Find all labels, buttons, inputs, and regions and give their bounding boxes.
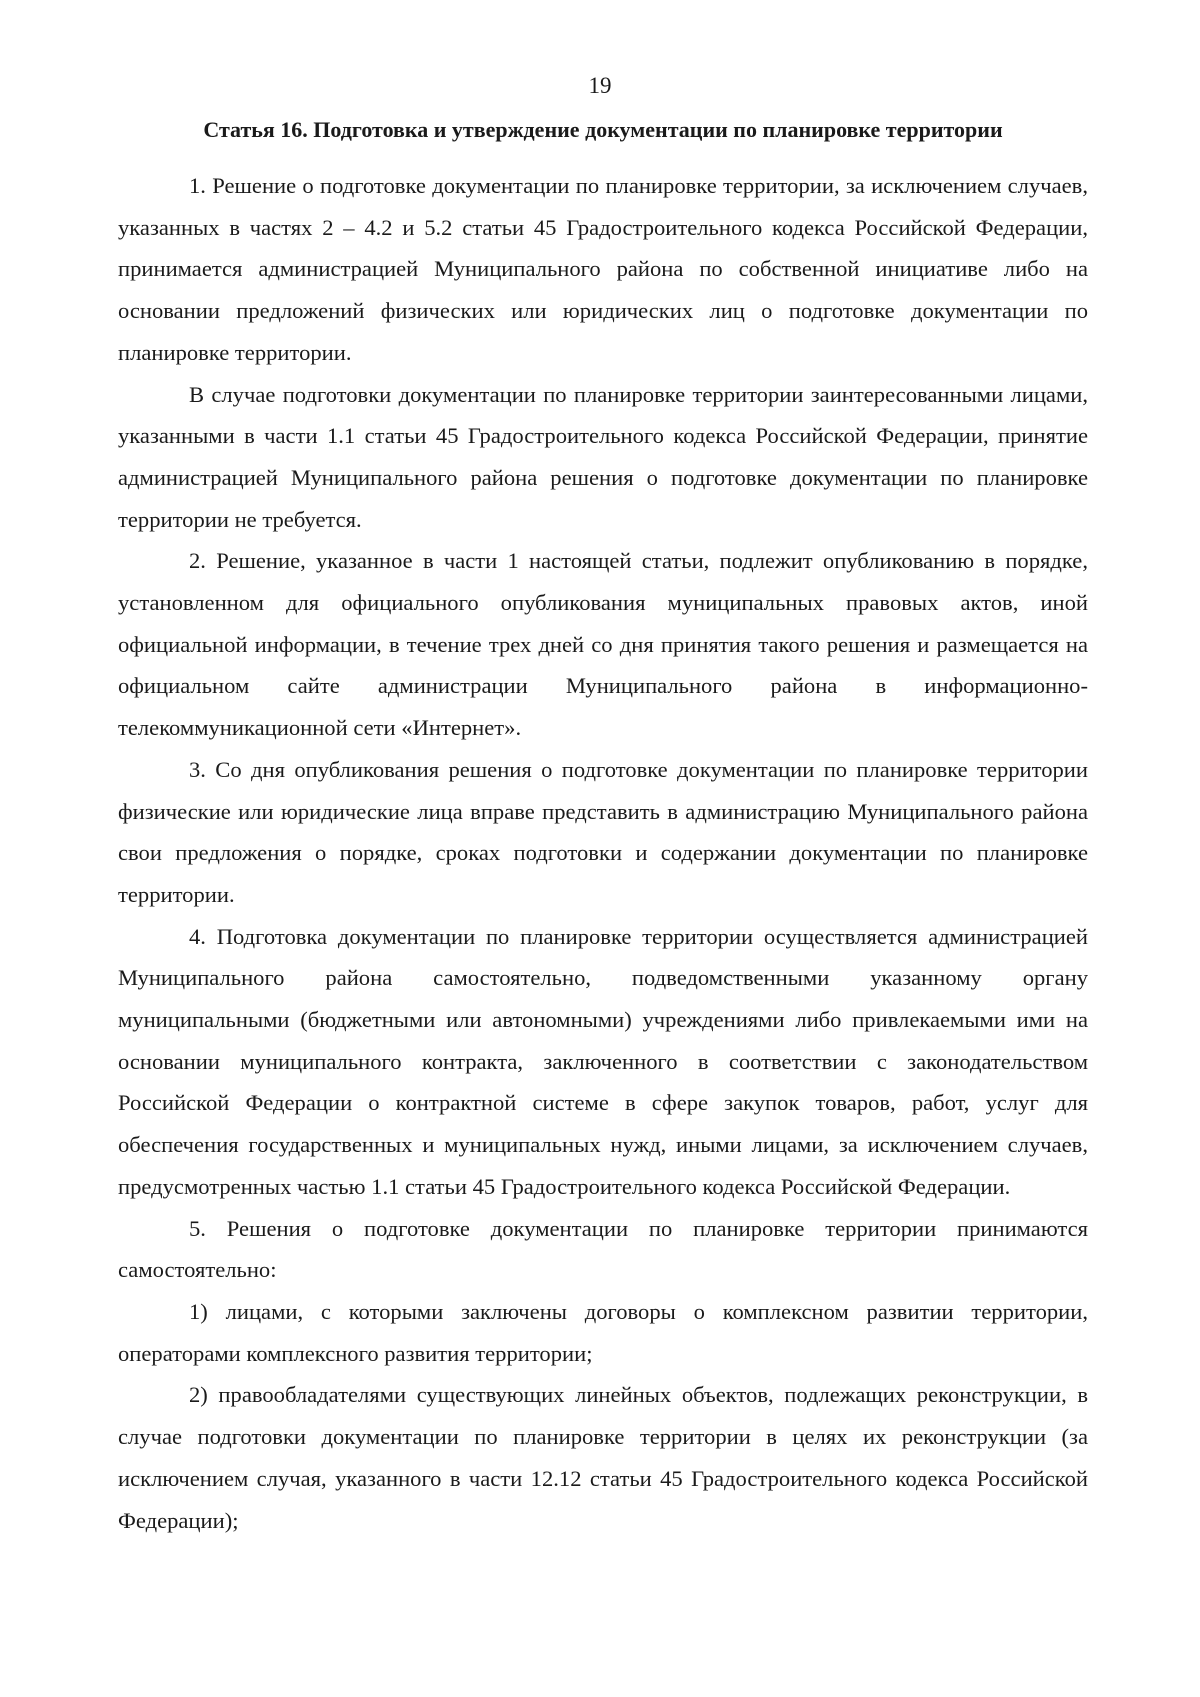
article-title: Статья 16. Подготовка и утверждение документации по планировке территории <box>203 117 1003 142</box>
document-body <box>118 165 1088 1541</box>
paragraph-part-1: 1. Решение о подготовке документации по планировке территории, за исключением случаев, указанных в частях 2 – 4.2 и 5.2 статьи 45 Градостроительного кодекса Российской Федерации, принимается администрацией Муниципального района по собственной инициативе либо на основании предложений физических или юридических лиц о подготовке документации по планировке территории. <box>118 173 1088 365</box>
paragraph-part-5-item-1: 1) лицами, с которыми заключены договоры о комплексном развитии территории, операторами комплексного развития территории; <box>118 1298 1088 1366</box>
paragraph-part-5: 5. Решения о подготовке документации по планировке территории принимаются самостоятельно: <box>118 1215 1088 1283</box>
page-number: 19 <box>588 73 612 98</box>
paragraph-part-3: 3. Со дня опубликования решения о подготовке документации по планировке территории физические или юридические лица вправе представить в администрацию Муниципального района свои предложения о порядке, сроках подготовки и содержании документации по планировке территории. <box>118 756 1088 907</box>
paragraph-part-5-item-2: 2) правообладателями существующих линейных объектов, подлежащих реконструкции, в случае подготовки документации по планировке территории в целях их реконструкции (за исключением случая, указанного в части 12.12 статьи 45 Градостроительного кодекса Российской Федерации); <box>118 1382 1088 1533</box>
paragraph-part-2: 2. Решение, указанное в части 1 настоящей статьи, подлежит опубликованию в порядке, установленном для официального опубликования муниципальных правовых актов, иной официальной информации, в течение трех дней со дня принятия такого решения и размещается на официальном сайте администрации Муниципального района в информационно-телекоммуникационной сети «Интернет». <box>118 548 1088 741</box>
paragraph-part-4: 4. Подготовка документации по планировке территории осуществляется администрацией Муниципального района самостоятельно, подведомственными указанному органу муниципальными (бюджетными или автономными) учреждениями либо привлекаемыми ими на основании муниципального контракта, заключенного в соответствии с законодательством Российской Федерации о контрактной системе в сфере закупок товаров, работ, услуг для обеспечения государственных и муниципальных нужд, иными лицами, за исключением случаев, предусмотренных частью 1.1 статьи 45 Градостроительного кодекса Российской Федерации. <box>118 923 1088 1199</box>
paragraph-part-1-note: В случае подготовки документации по планировке территории заинтересованными лицами, указанными в части 1.1 статьи 45 Градостроительного кодекса Российской Федерации, принятие администрацией Муниципального района решения о подготовке документации по планировке территории не требуется. <box>118 381 1088 532</box>
